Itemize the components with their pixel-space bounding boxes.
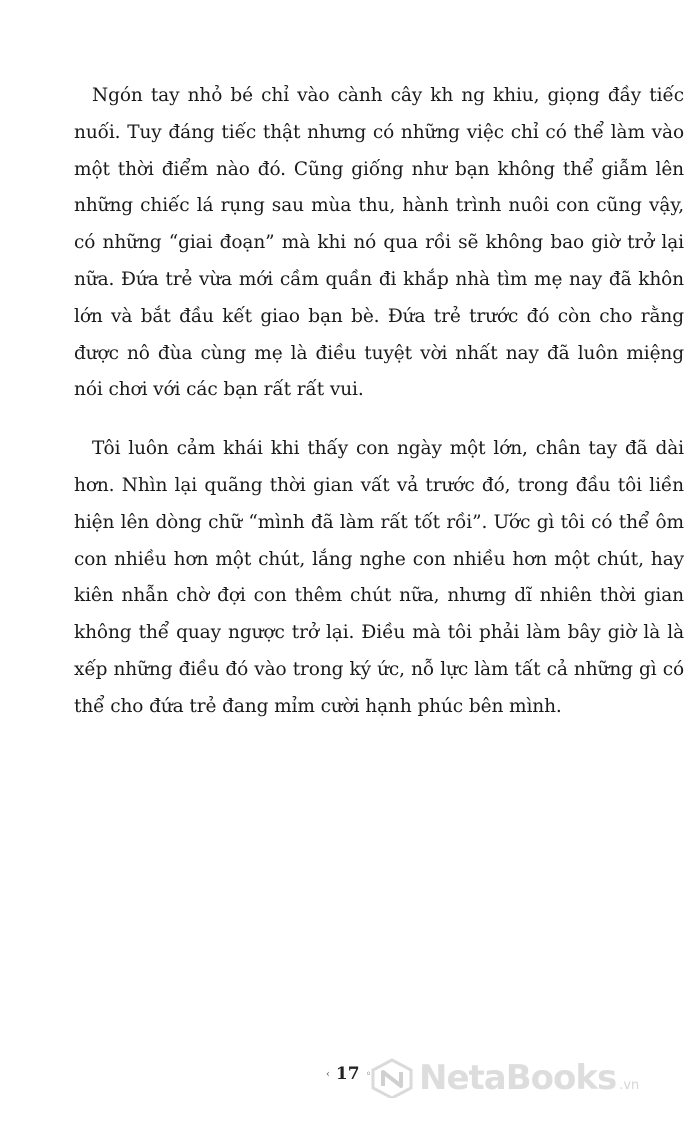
paragraph-2: Tôi luôn cảm khái khi thấy con ngày một lớn, chân tay đã dài hơn. Nhìn lại quãng thời gian vất vả trước đó, trong đầu tôi liền hiện lên dòng chữ “mình đã làm rất tốt rồi”. Ước gì tôi có thể ôm con nhiều hơn một chút, lắng nghe con nhiều hơn một chút, hay kiên nhẫn chờ đợi con thêm chút nữa, nhưng dĩ nhiên thời gian không thể quay ngược trở lại. Điều mà tôi phải làm bây giờ là là xếp những điều đó vào trong ký ức, nỗ lực làm tất cả những gì có thể cho đứa trẻ đang mỉm cười hạnh phúc bên mình.	[74, 438, 684, 717]
paragraph-1: Ngón tay nhỏ bé chỉ vào cành cây kh ng khiu, giọng đầy tiếc nuối. Tuy đáng tiếc thật nhưng có những việc chỉ có thể làm vào một thời điểm nào đó. Cũng giống như bạn không thể giẫm lên những chiếc lá rụng sau mùa thu, hành trình nuôi con cũng vậy, có những “giai đoạn” mà khi nó qua rồi sẽ không bao giờ trở lại nữa. Đứa trẻ vừa mới cầm quần đi khắp nhà tìm mẹ nay đã khôn lớn và bắt đầu kết giao bạn bè. Đứa trẻ trước đó còn cho rằng được nô đùa cùng mẹ là điều tuyệt vời nhất nay đã luôn miệng nói chơi với các bạn rất rất vui.	[74, 85, 684, 401]
page-number: 17	[335, 1064, 360, 1084]
watermark-text: NetaBooks	[419, 1058, 617, 1098]
watermark	[367, 1058, 639, 1098]
netabooks-logo-icon	[367, 1058, 417, 1098]
page-number-wrap	[326, 1064, 371, 1084]
right-ornament-icon: ◦	[365, 1069, 372, 1080]
page-body	[74, 78, 684, 748]
page-footer	[0, 1058, 700, 1098]
watermark-suffix: .vn	[619, 1077, 640, 1093]
left-ornament-icon: ‹	[326, 1069, 330, 1080]
